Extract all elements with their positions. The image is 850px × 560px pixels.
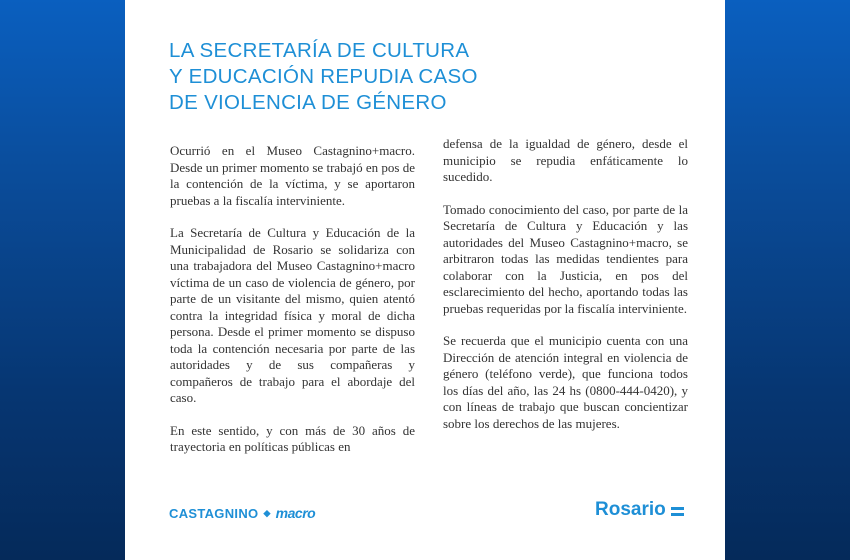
macro-wordmark: macro	[275, 505, 316, 521]
title-line: LA SECRETARÍA DE CULTURA	[169, 39, 470, 62]
paragraph: Se recuerda que el municipio cuenta con una Dirección de atención integral en violencia de género (teléfono verde), que funciona todos los días del año, las 24 hs (0800-444-0420), y con líneas de trabajo que buscan concientizar sobre los derechos de las mujeres.	[443, 333, 688, 431]
paragraph: Ocurrió en el Museo Castagnino+macro. Desde un primer momento se trabajó en pos de la contención de la víctima, y se aportaron pruebas a la fiscalía interviniente.	[170, 143, 415, 208]
paragraph: La Secretaría de Cultura y Educación de la Municipalidad de Rosario se solidariza con una trabajadora del Museo Castagnino+macro víctima de un caso de violencia de género, por parte de un visitante del mismo, quien atentó contra la integridad física y moral de dicha persona. Desde el primer momento se dispuso toda la contención necesaria por parte de las autoridades y de sus compañeras y compañeros de trabajo para el abordaje del caso.	[170, 225, 415, 405]
left-column	[170, 143, 415, 456]
rosario-wordmark: Rosario	[595, 499, 666, 520]
paragraph: Tomado conocimiento del caso, por parte de la Secretaría de Cultura y Educación y las autoridades del Museo Castagnino+macro, se arbitraron todas las medidas tendientes para colaborar con la Justicia, en pos del esclarecimiento del hecho, aportando todas las pruebas requeridas por la fiscalía interviniente.	[443, 201, 688, 316]
paragraph: En este sentido, y con más de 30 años de trayectoria en políticas públicas en	[170, 422, 415, 454]
paragraph: defensa de la igualdad de género, desde el municipio se repudia enfáticamente lo sucedido.	[443, 136, 688, 184]
equals-icon	[671, 507, 684, 516]
press-release-card	[125, 0, 725, 560]
right-column	[443, 136, 688, 432]
castagnino-wordmark: CASTAGNINO	[169, 505, 259, 521]
rosario-logo	[595, 499, 684, 521]
castagnino-macro-logo	[169, 505, 315, 521]
title-line: DE VIOLENCIA DE GÉNERO	[169, 91, 447, 114]
diamond-icon: ◆	[263, 507, 271, 518]
page-title	[169, 38, 689, 116]
title-line: Y EDUCACIÓN REPUDIA CASO	[169, 65, 478, 88]
